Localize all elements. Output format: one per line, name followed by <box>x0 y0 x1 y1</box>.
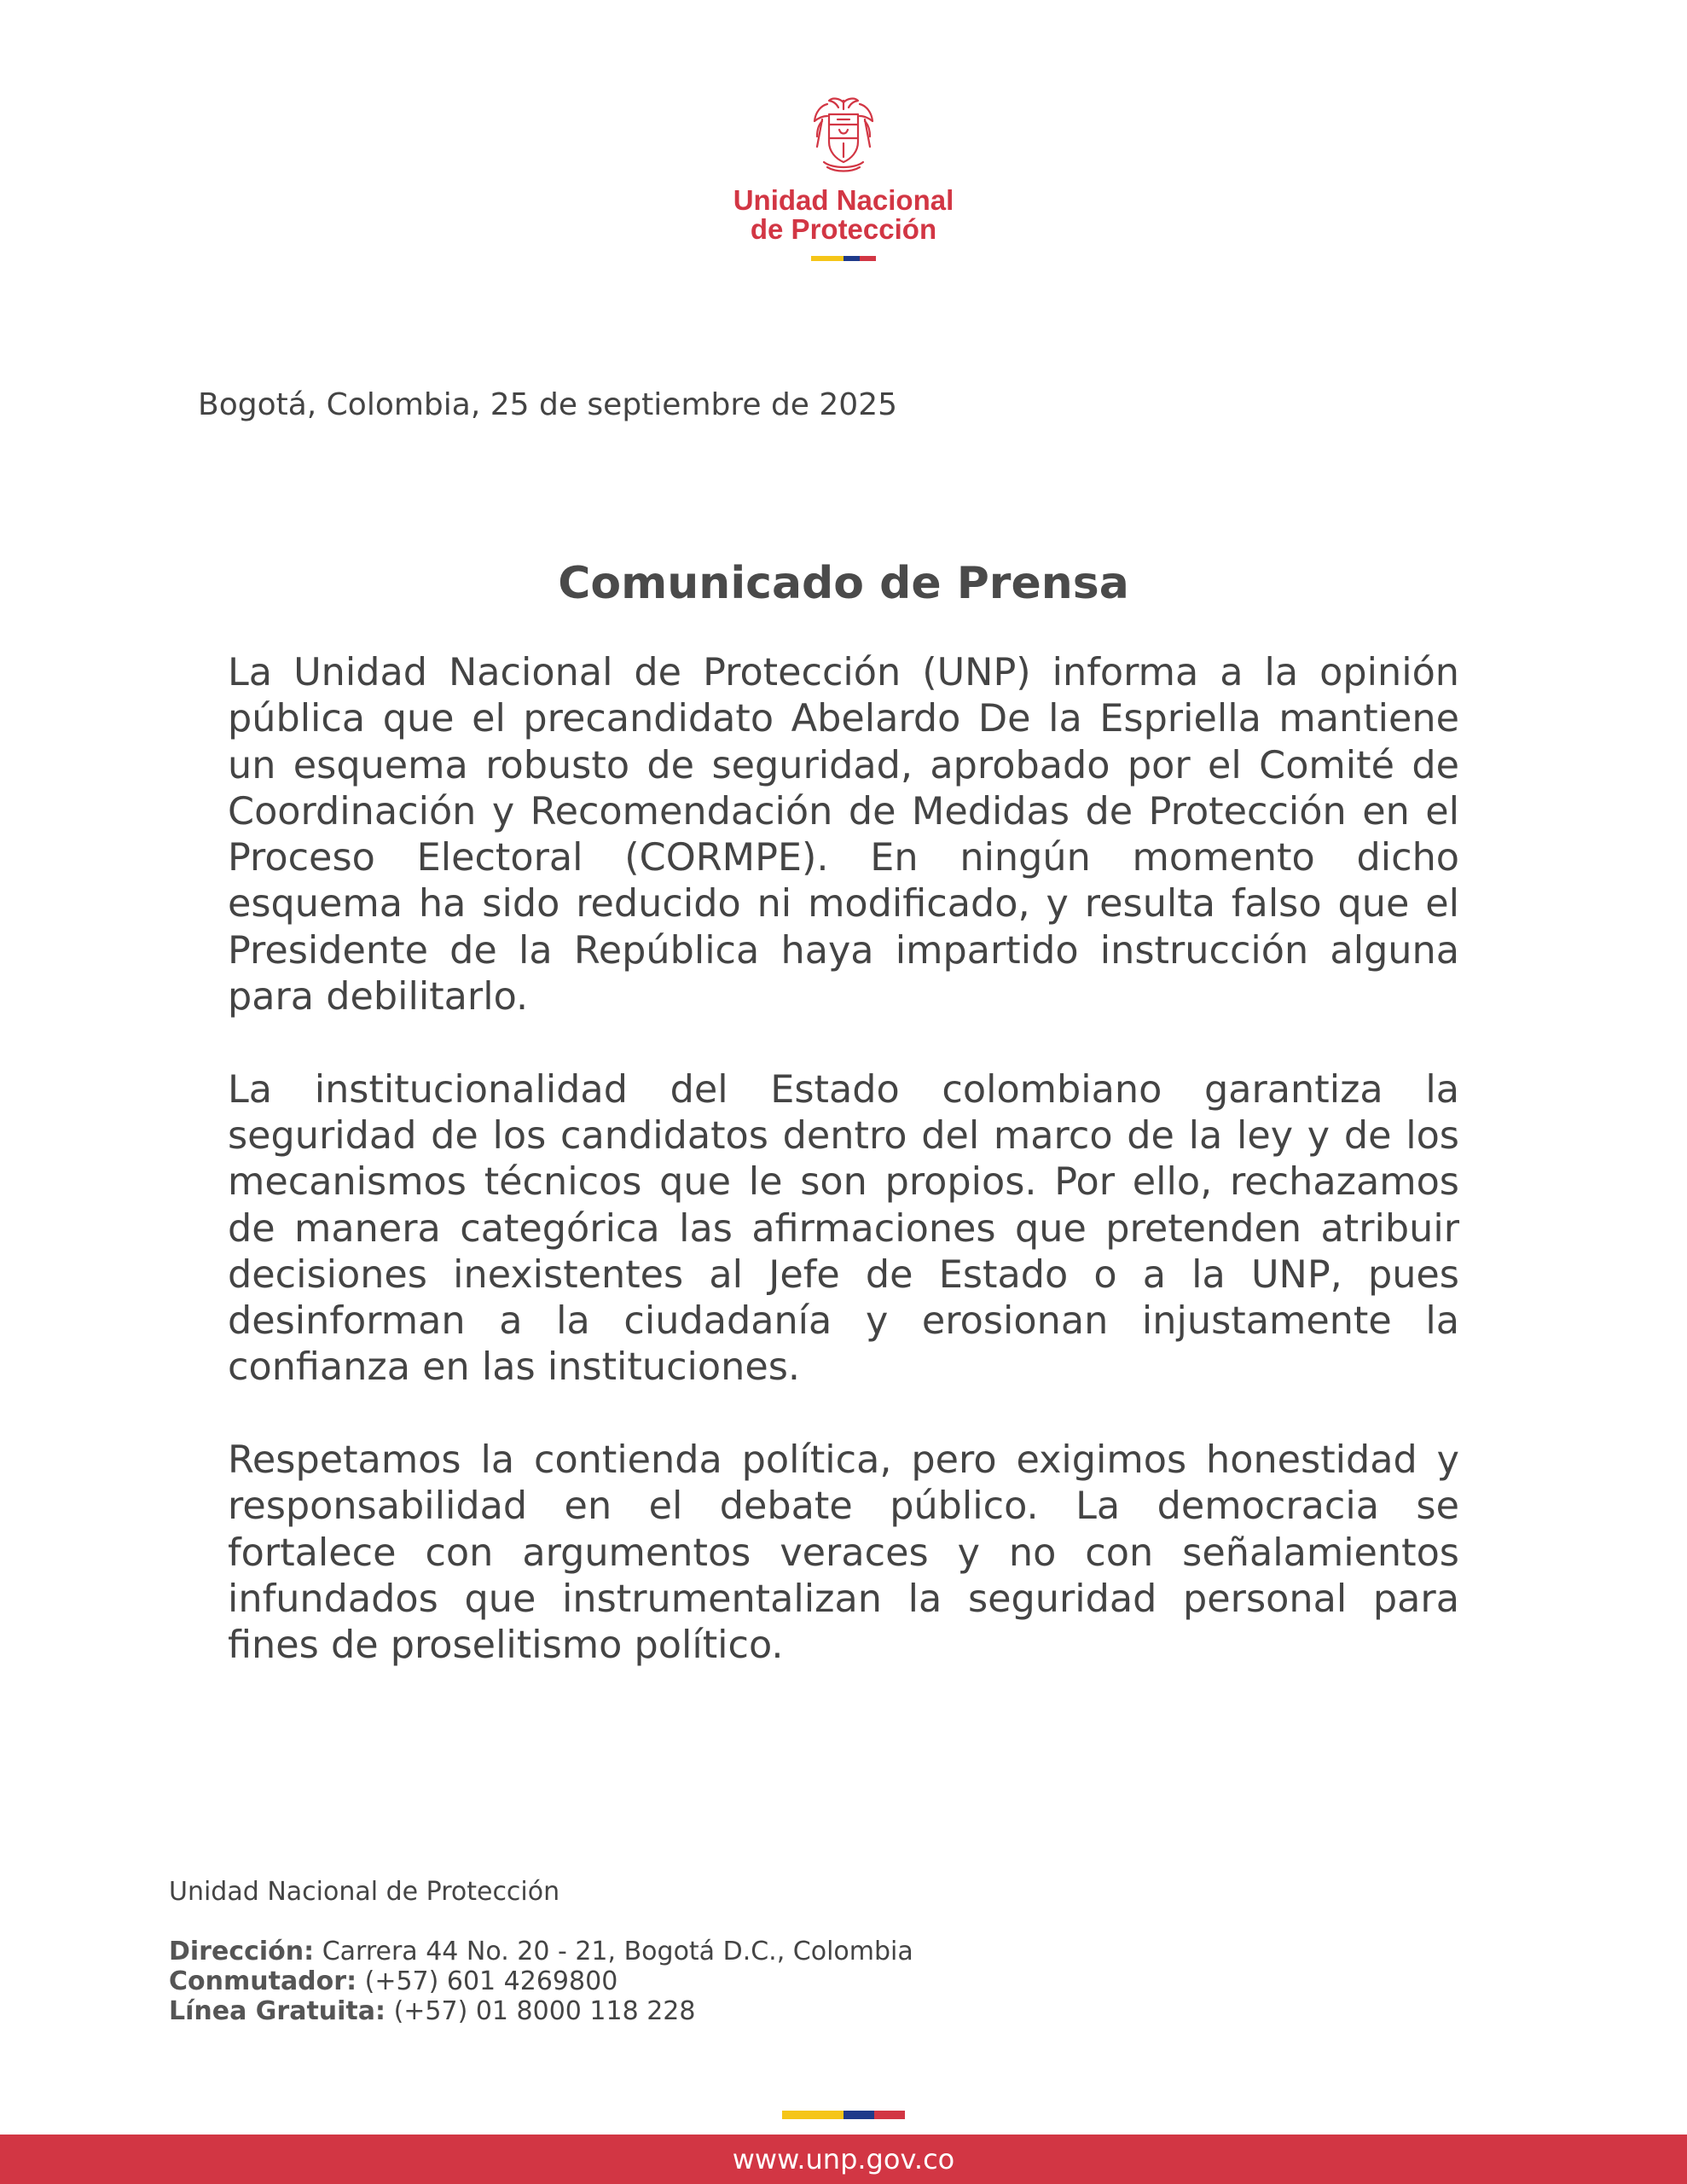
flag-stripe <box>811 256 876 261</box>
footer-band <box>0 2135 1687 2184</box>
address-value: Carrera 44 No. 20 - 21, Bogotá D.C., Colombia <box>314 1937 913 1966</box>
document-title: Comunicado de Prensa <box>558 558 1129 609</box>
footer-phone <box>169 1966 913 1996</box>
paragraph-2: La institucionalidad del Estado colombiano garantiza la seguridad de los candidatos dentro del marco de la ley y de los mecanismos técnicos que le son propios. Por ello, rechazamos de manera categórica las afirmaciones que pretenden atribuir decisiones inexistentes al Jefe de Estado o a la UNP, pues desinforman a la ciudadanía y erosionan injustamente la confianza en las instituciones. <box>228 1067 1459 1390</box>
paragraph-3: Respetamos la contienda política, pero exigimos honestidad y responsabilidad en el debate público. La democracia se fortalece con argumentos veraces y no con señalamientos infundados que instrumentalizan la seguridad personal para fines de proselitismo político. <box>228 1438 1459 1668</box>
bottom-flag-stripe <box>782 2111 905 2119</box>
website-link[interactable]: www.unp.gov.co <box>732 2143 955 2175</box>
logo-line-2: de Protección <box>750 213 937 245</box>
logo-line-1: Unidad Nacional <box>733 184 954 216</box>
footer-contact <box>169 1877 913 2026</box>
footer-org-name: Unidad Nacional de Protección <box>169 1877 560 1907</box>
document-body <box>228 650 1459 1716</box>
phone-value: (+57) 601 4269800 <box>357 1966 618 1996</box>
tollfree-label: Línea Gratuita: <box>169 1996 386 2026</box>
footer-address <box>169 1937 913 1966</box>
paragraph-1: La Unidad Nacional de Protección (UNP) informa a la opinión pública que el precandidato Abelardo De la Espriella mantiene un esquema robusto de seguridad, aprobado por el Comité de Coordinación y Recomendación de Medidas de Protección en el Proceso Electoral (CORMPE). En ningún momento dicho esquema ha sido reducido ni modificado, y resulta falso que el Presidente de la República haya impartido instrucción alguna para debilitarlo. <box>228 651 1459 1019</box>
document-date: Bogotá, Colombia, 25 de septiembre de 2025 <box>198 387 898 422</box>
tollfree-value: (+57) 01 8000 118 228 <box>386 1996 696 2026</box>
logo <box>0 96 1687 261</box>
coat-of-arms-icon <box>809 96 878 174</box>
phone-label: Conmutador: <box>169 1966 357 1996</box>
footer-tollfree <box>169 1996 913 2026</box>
address-label: Dirección: <box>169 1937 315 1966</box>
